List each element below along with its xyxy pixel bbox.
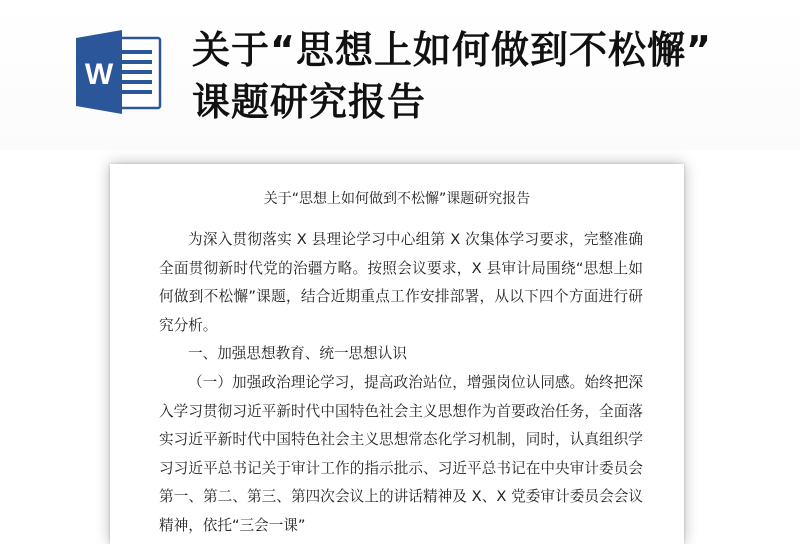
section-heading-1: 一、加强思想教育、统一思想认识 <box>188 345 407 363</box>
document-body <box>159 226 643 541</box>
header-banner <box>0 0 800 150</box>
paragraph-intro: 为深入贯彻落实 X 县理论学习中心组第 X 次集体学习要求，完整准确全面贯彻新时代党的治疆方略。按照会议要求，X 县审计局围绕“思想上如何做到不松懈”课题，结合近期重点工作安排部署，从以下四个方面进行研究分析。 <box>159 231 643 334</box>
banner-title-line-2: 课题研究报告 <box>192 80 427 124</box>
banner-title <box>192 24 782 128</box>
document-title: 关于“思想上如何做到不松懈”课题研究报告 <box>263 191 531 207</box>
paragraph-subsection-1: （一）加强政治理论学习，提高政治站位，增强岗位认同感。始终把深入学习贯彻习近平新时代中国特色社会主义思想作为首要政治任务，全面落实习近平新时代中国特色社会主义思想常态化学习机制，同时，认真组织学习习近平总书记关于审计工作的指示批示、习近平总书记在中央审计委员会第一、第二、第三、第四次会议上的讲话精神及 X、X 党委审计委员会会议精神，依托“三会一课” <box>159 373 643 534</box>
document-page <box>110 164 684 544</box>
word-logo-letter: W <box>84 58 114 91</box>
word-document-icon <box>76 30 164 114</box>
banner-title-line-1: 关于“思想上如何做到不松懈” <box>192 28 712 72</box>
